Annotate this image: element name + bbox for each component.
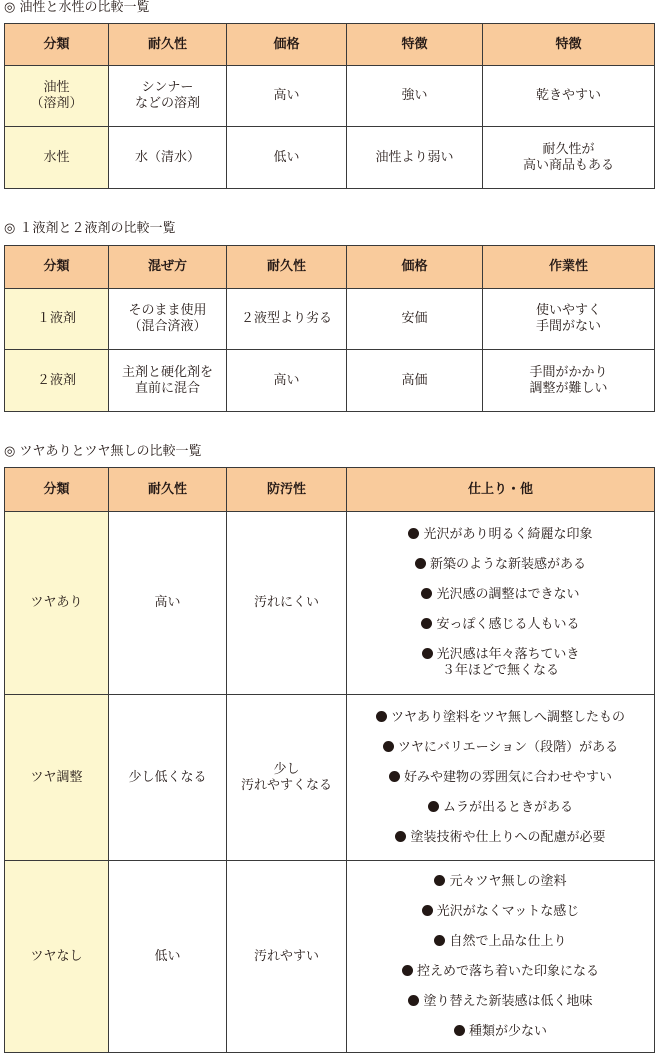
table-cell: 低い: [109, 861, 227, 1053]
header-cell: 分類: [5, 246, 109, 289]
note-text: 自然で上品な仕上り: [449, 933, 567, 949]
section-title-oil-water: ◎ 油性と水性の比較一覧: [4, 0, 150, 15]
table-cell: 少し低くなる: [109, 695, 227, 861]
list-item: [351, 617, 650, 633]
row-label: １液剤: [5, 289, 109, 350]
table-cell: 汚れにくい: [227, 512, 347, 695]
table-cell: 耐久性が 高い商品もある: [483, 127, 655, 189]
row-label: ２液剤: [5, 350, 109, 412]
list-item: [351, 647, 650, 679]
table-gloss-comparison: [4, 467, 655, 1053]
list-item: [351, 934, 650, 950]
header-cell: 仕上り・他: [347, 468, 655, 512]
table-cell: 主剤と硬化剤を 直前に混合: [109, 350, 227, 412]
notes-cell: [347, 861, 655, 1053]
list-item: [351, 740, 650, 756]
list-item: [351, 527, 650, 543]
note-text: 塗り替えた新装感は低く地味: [423, 993, 593, 1009]
note-text: 新築のような新装感がある: [429, 557, 586, 572]
header-cell: 耐久性: [109, 468, 227, 512]
header-cell: 分類: [5, 24, 109, 66]
bullet-icon: [421, 618, 432, 629]
note-text: 光沢があり明るく綺麗な印象: [423, 527, 593, 542]
table-oil-vs-water: [4, 23, 655, 189]
bullet-icon: [434, 935, 445, 946]
table-header-row: [5, 246, 655, 289]
bullet-icon: [383, 741, 394, 752]
table-cell: 高い: [227, 66, 347, 127]
note-text: ツヤあり塗料をツヤ無しへ調整したもの: [390, 709, 625, 725]
bullet-icon: [422, 648, 433, 659]
section-title-one-two-part: ◎ １液剤と２液剤の比較一覧: [4, 221, 176, 236]
table-cell: ２液型より劣る: [227, 289, 347, 350]
row-label: 水性: [5, 127, 109, 189]
table-one-vs-two-part: [4, 245, 655, 412]
table-cell: 高い: [109, 512, 227, 695]
note-text: 塗装技術や仕上りへの配慮が必要: [410, 829, 606, 845]
list-item: [351, 830, 650, 846]
bullet-icon: [402, 965, 413, 976]
table-row: [5, 127, 655, 189]
list-item: [351, 587, 650, 603]
table-cell: 手間がかかり 調整が難しい: [483, 350, 655, 412]
list-item: [351, 710, 650, 726]
table-cell: 乾きやすい: [483, 66, 655, 127]
table-cell: 低い: [227, 127, 347, 189]
header-cell: 特徴: [483, 24, 655, 66]
section-title-gloss: ◎ ツヤありとツヤ無しの比較一覧: [4, 444, 202, 459]
list-item: [351, 1024, 650, 1040]
bullet-icon: [376, 711, 387, 722]
list-item: [351, 770, 650, 786]
bullet-icon: [408, 528, 419, 539]
notes-cell: [347, 695, 655, 861]
table-row: [5, 861, 655, 1053]
note-text: 光沢感は年々落ちていき ３年ほどで無くなる: [436, 647, 580, 678]
table-header-row: [5, 24, 655, 66]
bullet-icon: [389, 771, 400, 782]
bullet-icon: [408, 995, 419, 1006]
bullet-icon: [454, 1025, 465, 1036]
note-text: 元々ツヤ無しの塗料: [449, 873, 567, 889]
list-item: [351, 557, 650, 573]
note-text: 控えめで落ち着いた印象になる: [416, 963, 599, 979]
header-cell: 混ぜ方: [109, 246, 227, 289]
header-cell: 価格: [227, 24, 347, 66]
table-cell: 高価: [347, 350, 483, 412]
row-label: ツヤあり: [5, 512, 109, 695]
bullet-icon: [422, 905, 433, 916]
header-cell: 耐久性: [109, 24, 227, 66]
list-item: [351, 800, 650, 816]
header-cell: 防汚性: [227, 468, 347, 512]
note-text: 光沢がなくマットな感じ: [436, 903, 580, 919]
header-cell: 耐久性: [227, 246, 347, 289]
table-row: [5, 289, 655, 350]
table-header-row: [5, 468, 655, 512]
table-cell: シンナー などの溶剤: [109, 66, 227, 127]
list-item: [351, 874, 650, 890]
note-text: ムラが出るときがある: [442, 799, 573, 815]
table-row: [5, 695, 655, 861]
notes-cell: [347, 512, 655, 695]
table-row: [5, 66, 655, 127]
row-label: ツヤ調整: [5, 695, 109, 861]
header-cell: 作業性: [483, 246, 655, 289]
table-cell: 水（清水）: [109, 127, 227, 189]
bullet-icon: [421, 588, 432, 599]
note-text: 種類が少ない: [468, 1023, 547, 1039]
table-row: [5, 350, 655, 412]
list-item: [351, 904, 650, 920]
header-cell: 価格: [347, 246, 483, 289]
bullet-icon: [395, 831, 406, 842]
note-text: 好みや建物の雰囲気に合わせやすい: [403, 769, 612, 785]
list-item: [351, 964, 650, 980]
table-row: [5, 512, 655, 695]
note-text: 光沢感の調整はできない: [436, 587, 580, 602]
table-cell: 強い: [347, 66, 483, 127]
header-cell: 特徴: [347, 24, 483, 66]
header-cell: 分類: [5, 468, 109, 512]
bullet-icon: [415, 558, 426, 569]
bullet-icon: [428, 801, 439, 812]
table-cell: 高い: [227, 350, 347, 412]
table-cell: 使いやすく 手間がない: [483, 289, 655, 350]
note-text: ツヤにバリエーション（段階）がある: [397, 739, 619, 755]
bullet-icon: [434, 875, 445, 886]
table-cell: 少し 汚れやすくなる: [227, 695, 347, 861]
row-label: 油性 （溶剤）: [5, 66, 109, 127]
table-cell: 汚れやすい: [227, 861, 347, 1053]
table-cell: そのまま使用 （混合済液）: [109, 289, 227, 350]
table-cell: 安価: [347, 289, 483, 350]
table-cell: 油性より弱い: [347, 127, 483, 189]
list-item: [351, 994, 650, 1010]
note-text: 安っぽく感じる人もいる: [436, 617, 580, 632]
row-label: ツヤなし: [5, 861, 109, 1053]
